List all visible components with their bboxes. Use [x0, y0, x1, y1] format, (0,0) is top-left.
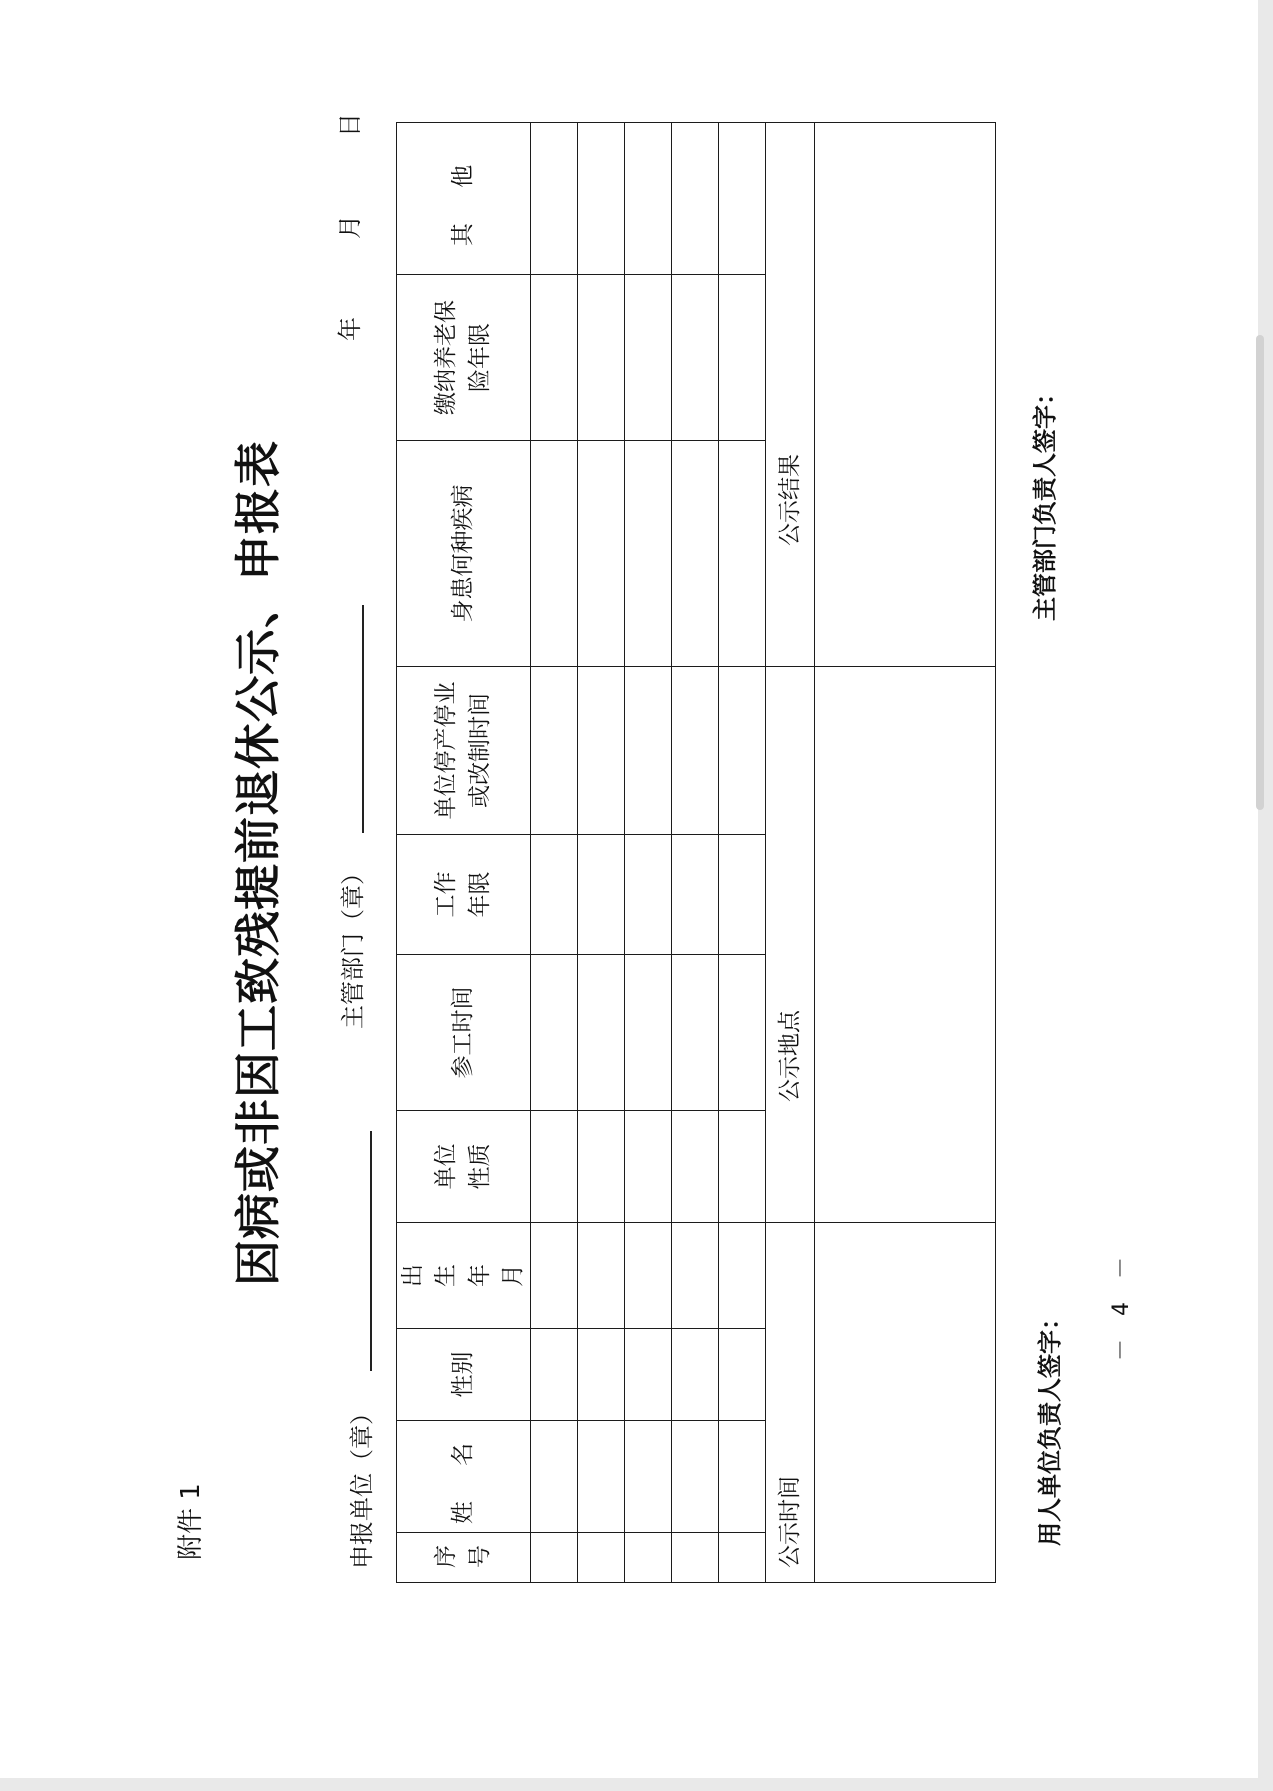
table-cell[interactable] [578, 441, 625, 667]
table-cell[interactable] [578, 123, 625, 275]
applicant-unit-blank[interactable] [370, 1131, 372, 1371]
table-row [531, 123, 578, 1583]
supervising-dept-label: 主管部门（章） [339, 861, 367, 1029]
table-cell[interactable] [719, 1111, 766, 1223]
col-header-name: 姓 名 [397, 1421, 531, 1533]
table-cell[interactable] [625, 275, 672, 441]
table-cell[interactable] [531, 441, 578, 667]
table-cell[interactable] [625, 123, 672, 275]
application-table [396, 122, 996, 1583]
table-cell[interactable] [578, 1421, 625, 1533]
form-title: 因病或非因工致残提前退休公示、申报表 [231, 440, 285, 1286]
table-cell[interactable] [719, 1533, 766, 1583]
table-cell[interactable] [625, 1111, 672, 1223]
applicant-unit-label: 申报单位（章） [348, 1401, 376, 1569]
table-cell[interactable] [719, 1421, 766, 1533]
employer-signature-label: 用人单位负责人签字： [1036, 1306, 1064, 1546]
table-cell[interactable] [625, 835, 672, 955]
publicity-content-row [815, 123, 996, 1583]
table-cell[interactable] [531, 955, 578, 1111]
publicity-result[interactable]: 公示结果 [766, 123, 815, 667]
table-cell[interactable] [625, 667, 672, 835]
table-cell[interactable] [672, 835, 719, 955]
table-cell[interactable] [719, 123, 766, 275]
table-cell[interactable] [625, 1223, 672, 1329]
col-header-gender: 性别 [397, 1329, 531, 1421]
table-cell[interactable] [672, 123, 719, 275]
table-cell[interactable] [578, 1329, 625, 1421]
date-month: 月 [336, 215, 364, 239]
date-fields [330, 113, 365, 341]
col-header-other: 其 他 [397, 123, 531, 275]
col-header-disease: 身患何种疾病 [397, 441, 531, 667]
table-cell[interactable] [719, 275, 766, 441]
date-day: 日 [336, 113, 364, 137]
table-cell[interactable] [531, 275, 578, 441]
table-cell[interactable] [531, 1329, 578, 1421]
table-cell[interactable] [672, 955, 719, 1111]
supervising-dept-blank[interactable] [362, 605, 364, 833]
table-cell[interactable] [625, 1421, 672, 1533]
table-cell[interactable] [719, 441, 766, 667]
col-header-unit-type: 单位性质 [397, 1111, 531, 1223]
table-cell[interactable] [672, 275, 719, 441]
table-cell[interactable] [625, 1329, 672, 1421]
table-row [719, 123, 766, 1583]
col-header-seq: 序号 [397, 1533, 531, 1583]
table-cell[interactable] [578, 1111, 625, 1223]
table-cell[interactable] [578, 955, 625, 1111]
table-cell[interactable] [531, 1533, 578, 1583]
table-cell[interactable] [531, 835, 578, 955]
attachment-label: 附件 1 [176, 1483, 206, 1560]
col-header-work-years: 工作年限 [397, 835, 531, 955]
table-row [578, 123, 625, 1583]
table-cell[interactable] [625, 955, 672, 1111]
table-cell[interactable] [531, 1223, 578, 1329]
table-cell[interactable] [672, 1421, 719, 1533]
table-cell[interactable] [531, 667, 578, 835]
table-cell[interactable] [719, 955, 766, 1111]
table-cell[interactable] [578, 667, 625, 835]
table-cell[interactable] [672, 1533, 719, 1583]
table-cell[interactable] [531, 123, 578, 275]
table-cell[interactable] [578, 1223, 625, 1329]
table-cell[interactable] [672, 441, 719, 667]
col-header-work-start: 参工时间 [397, 955, 531, 1111]
col-header-shutdown-time: 单位停产停业或改制时间 [397, 667, 531, 835]
publicity-row [766, 123, 815, 1583]
publicity-result-content[interactable] [815, 123, 996, 667]
table-cell[interactable] [531, 1111, 578, 1223]
col-header-pension-years: 缴纳养老保险年限 [397, 275, 531, 441]
date-year: 年 [336, 317, 364, 341]
table-cell[interactable] [578, 1533, 625, 1583]
table-cell[interactable] [578, 275, 625, 441]
table-cell[interactable] [672, 1223, 719, 1329]
table-cell[interactable] [719, 835, 766, 955]
publicity-time[interactable]: 公示时间 [766, 1223, 815, 1583]
table-cell[interactable] [719, 667, 766, 835]
table-cell[interactable] [719, 1223, 766, 1329]
page-number: － 4 － [1109, 1249, 1134, 1361]
header-row [397, 123, 531, 1583]
table-cell[interactable] [719, 1329, 766, 1421]
table-row [625, 123, 672, 1583]
col-header-birth: 出生年月 [397, 1223, 531, 1329]
table-cell[interactable] [672, 667, 719, 835]
table-cell[interactable] [625, 1533, 672, 1583]
table-row [672, 123, 719, 1583]
table-cell[interactable] [531, 1421, 578, 1533]
table-cell[interactable] [672, 1329, 719, 1421]
table-cell[interactable] [625, 441, 672, 667]
publicity-place[interactable]: 公示地点 [766, 667, 815, 1223]
table-cell[interactable] [672, 1111, 719, 1223]
dept-signature-label: 主管部门负责人签字： [1031, 381, 1059, 621]
publicity-place-content[interactable] [815, 667, 996, 1223]
publicity-time-content[interactable] [815, 1223, 996, 1583]
table-body [531, 123, 996, 1583]
table-cell[interactable] [578, 835, 625, 955]
